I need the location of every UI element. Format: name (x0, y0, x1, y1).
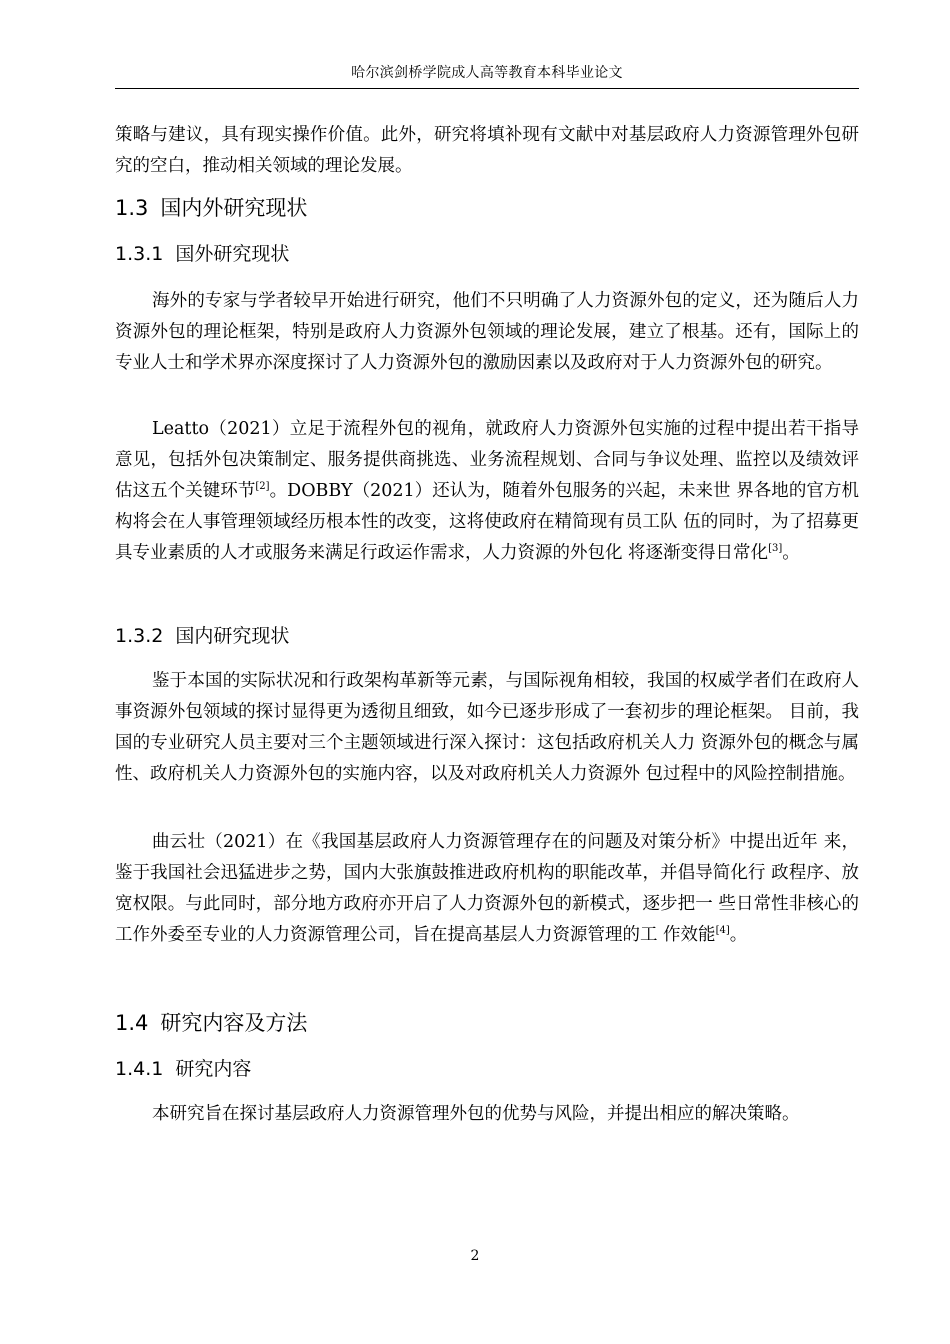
section-heading-1-3 (115, 193, 307, 223)
paragraph-quyunzhuang (115, 827, 859, 951)
section-title: 研究内容及方法 (160, 1011, 308, 1035)
paragraph-research-content: 本研究旨在探讨基层政府人力资源管理外包的优势与风险，并提出相应的解决策略。 (152, 1104, 800, 1124)
subsection-heading-1-3-2 (115, 622, 289, 650)
section-number: 1.4 (115, 1011, 149, 1035)
paragraph-text: 。 (729, 925, 748, 945)
citation-ref: [3] (768, 543, 783, 554)
subsection-heading-1-4-1 (115, 1055, 251, 1083)
header-divider (115, 88, 859, 89)
section-number: 1.3.1 (115, 243, 164, 265)
paragraph-continuation: 策略与建议，具有现实操作价值。此外，研究将填补现有文献中对基层政府人力资源管理外包研究的空白，推动相关领域的理论发展。 (115, 125, 859, 176)
page-number: 2 (470, 1248, 480, 1264)
paragraph-text: 。DOBBY（2021）还认为，随着外包服务的兴起，未来世 界各地的官方机构将会在人事管理领域经历根本性的改变，这将使政府在精简现有员工队 伍的同时，为了招募更具专业素质的人才或服务来满足行政运作需求，人力资源的外包化 将逐渐变得日常化 (115, 481, 859, 563)
section-title: 国外研究现状 (175, 243, 290, 265)
section-title: 国内研究现状 (175, 625, 290, 647)
paragraph-foreign-overview: 海外的专家与学者较早开始进行研究，他们不只明确了人力资源外包的定义，还为随后人力资源外包的理论框架，特别是政府人力资源外包领域的理论发展，建立了根基。还有，国际上的专业人士和学术界亦深度探讨了人力资源外包的激励因素以及政府对于人力资源外包的研究。 (115, 291, 859, 373)
section-heading-1-4 (115, 1008, 307, 1038)
section-title: 国内外研究现状 (160, 196, 308, 220)
section-title: 研究内容 (175, 1058, 252, 1080)
citation-ref: [2] (255, 481, 270, 492)
paragraph-domestic-overview: 鉴于本国的实际状况和行政架构革新等元素，与国际视角相较，我国的权威学者们在政府人事资源外包领域的探讨显得更为透彻且细致，如今已逐步形成了一套初步的理论框架。 目前，我国的专业研究人员主要对三个主题领域进行深入探讨：这包括政府机关人力 资源外包的概念与属性、政府机关人力资源外包的实施内容，以及对政府机关人力资源外 包过程中的风险控制措施。 (115, 671, 859, 784)
paragraph-text: 。 (782, 543, 800, 563)
subsection-heading-1-3-1 (115, 240, 289, 268)
citation-ref: [4] (715, 925, 730, 936)
section-number: 1.3 (115, 196, 149, 220)
page-header: 哈尔滨剑桥学院成人高等教育本科毕业论文 (351, 65, 623, 81)
section-number: 1.3.2 (115, 625, 164, 647)
paragraph-text: Leatto（2021）立足于流程外包的视角，就政府人力资源外包实施的过程中提出若干指导意见，包括外包决策制定、服务提供商挑选、业务流程规划、合同与争议处理、监控以及绩效评估这五个关键环节 (115, 419, 859, 501)
section-number: 1.4.1 (115, 1058, 164, 1080)
paragraph-text: 曲云壮（2021）在《我国基层政府人力资源管理存在的问题及对策分析》中提出近年 来，鉴于我国社会迅猛进步之势，国内大张旗鼓推进政府机构的职能改革，并倡导简化行 政程序、放宽权限。与此同时，部分地方政府亦开启了人力资源外包的新模式，逐步把一 些日常性非核心的工作外委至专业的人力资源管理公司，旨在提高基层人力资源管理的工 作效能 (115, 832, 859, 945)
paragraph-leatto-dobby (115, 414, 859, 569)
